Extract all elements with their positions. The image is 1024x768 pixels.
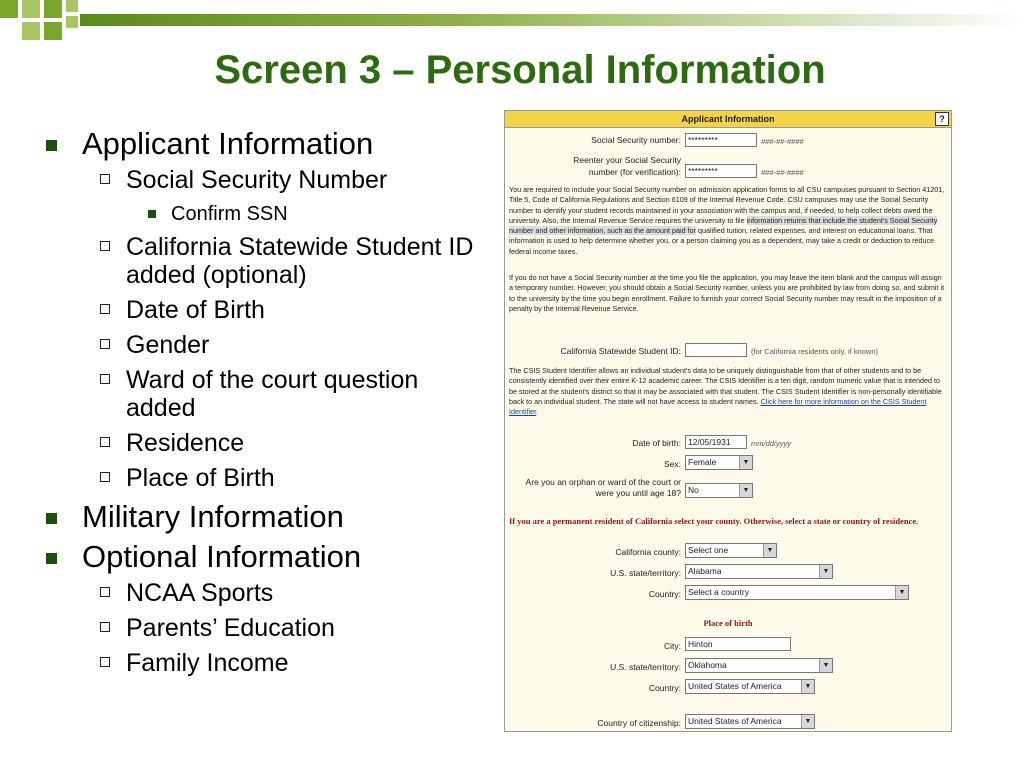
bullet-text: Confirm SSN [171,203,288,225]
decor-square [44,0,62,18]
pob-state-label: U.S. state/territory: [610,662,681,672]
decor-square [0,0,18,18]
pob-state-select[interactable] [685,658,833,673]
bullet-list [44,126,474,684]
slide-title: Screen 3 – Personal Information [214,48,826,92]
decor-square [44,22,62,40]
bullet-marker-icon [148,210,156,218]
form-header [505,111,951,128]
ward-select-value: No [688,485,699,495]
bullet-level-2 [44,331,474,359]
dob-label: Date of birth: [632,438,681,448]
state-select[interactable] [685,564,833,579]
ssn-disclosure-part-1: You are required to include your Social Security number on admission application forms to all CSU campuses pursuant to Section 41201, Title 5, Code of California Regulations and Section 6109 of the Internal Revenue Code. CSU campuses may use the Social Security number to identify your student records maintained in your association with the campus and, if needed, to help collect debts owed the university. Also, the Internal Revenue Service requires the university to file [509,185,945,225]
bullet-level-2 [44,233,474,289]
bullet-marker-icon [46,553,57,564]
bullet-level-1 [44,499,474,535]
applicant-form-screenshot [504,110,952,732]
dob-input[interactable]: 12/05/1931 [685,435,747,449]
csid-info-link[interactable]: Click here for more information on the CSIS Student Identifier [509,396,927,417]
bullet-level-2 [44,366,474,422]
bullet-marker-icon [46,140,57,151]
state-label: U.S. state/territory: [610,568,681,578]
bullet-level-2 [44,166,474,194]
bullet-marker-icon [100,657,110,667]
bullet-level-2 [44,429,474,457]
bullet-text: Applicant Information [82,126,374,161]
chevron-down-icon: ▼ [895,586,908,599]
bullet-text: Family Income [126,649,289,677]
bullet-text: Social Security Number [126,166,388,194]
ssn-input[interactable]: ********* [685,133,757,147]
residence-instruction: If you are a permanent resident of California select your county. Otherwise, select a state or country of residence. [509,516,919,526]
ssn-confirm-hint: ###-##-#### [761,168,804,177]
decor-gradient-bar [80,14,1024,26]
city-input[interactable]: Hinton [685,637,791,651]
period: . [536,407,539,417]
bullet-text: Ward of the court question added [126,366,419,422]
bullet-marker-icon [100,241,110,251]
bullet-marker-icon [100,339,110,349]
ssn-disclosure-text [509,185,947,257]
chevron-down-icon: ▼ [801,715,814,728]
bullet-text: Date of Birth [126,296,265,324]
bullet-level-2 [44,296,474,324]
city-label: City: [664,641,681,651]
chevron-down-icon: ▼ [801,680,814,693]
chevron-down-icon: ▼ [819,565,832,578]
county-select[interactable] [685,543,777,558]
place-of-birth-heading: Place of birth [703,618,753,628]
decor-square [22,0,40,18]
bullet-level-2 [44,464,474,492]
ssn-missing-text: If you do not have a Social Security number at the time you file the application, you may leave the item blank and the campus will assign a temporary number. However, you should obtain a Social Security number, unless you are prohibited by law from doing so, and submit it to the university by the time you begin enrollment. Failure to furnish your correct Social Security number may result in the imposition of a penalty by the Internal Revenue Service. [509,273,945,313]
bullet-marker-icon [100,472,110,482]
bullet-level-1 [44,126,474,162]
decor-square [66,0,78,12]
csid-hint: (for California residents only, if known) [751,347,878,356]
csid-info-text [509,366,947,417]
pob-state-select-value: Oklahoma [688,660,727,670]
chevron-down-icon: ▼ [763,544,776,557]
bullet-text: Military Information [82,499,344,534]
bullet-text: NCAA Sports [126,579,274,607]
county-label: California county: [615,547,681,557]
county-select-value: Select one [688,545,729,555]
bullet-marker-icon [100,587,110,597]
dob-hint: mm/dd/yyyy [751,439,792,448]
bullet-text: Optional Information [82,539,362,574]
bullet-marker-icon [100,174,110,184]
bullet-level-2 [44,579,474,607]
help-icon[interactable]: ? [935,112,949,126]
sex-select-value: Female [688,457,717,467]
bullet-level-3 [44,201,474,227]
country-select[interactable] [685,585,909,600]
ssn-disclosure-part-2: qualified tuition, related expenses, and interest on educational loans. That information is used to help determine whether you, or a person claiming you as a dependent, may take a credit or deduction to reduce federal income taxes. [509,226,935,256]
form-header-title: Applicant Information [681,114,775,124]
sex-select[interactable] [685,455,753,470]
pob-country-select[interactable] [685,679,815,694]
csid-info-body: The CSIS Student Identifier allows an individual student's data to be uniquely distinguishable from that of other students and to be consistently identified over their entire K-12 academic career. The CSIS Identifier is a ten digit, random numeric value that is intended to be stored at the student's district so that it may be associated with that student. The CSIS Student Identifier is non-personally identifiable back to an individual student. The state will not have access to student names. [509,366,942,406]
bullet-text: Place of Birth [126,464,275,492]
ward-label-2: were you until age 18? [595,488,681,498]
bullet-level-2 [44,614,474,642]
citizenship-select[interactable] [685,714,815,729]
ward-select[interactable] [685,483,753,498]
citizenship-label: Country of citizenship: [597,718,681,728]
ssn-confirm-input[interactable]: ********* [685,164,757,178]
country-select-value: Select a country [688,587,749,597]
bullet-marker-icon [46,513,57,524]
bullet-marker-icon [100,304,110,314]
sex-label: Sex: [663,459,681,469]
pob-country-label: Country: [648,683,681,693]
ssn-confirm-label-2: number (for verification): [588,167,681,177]
decor-square [22,22,40,40]
bullet-text: California Statewide Student ID added (optional) [126,233,474,289]
bullet-level-1 [44,539,474,575]
csid-input[interactable] [685,343,747,357]
bullet-text: Residence [126,429,245,457]
bullet-text: Gender [126,331,210,359]
chevron-down-icon: ▼ [739,484,752,497]
chevron-down-icon: ▼ [819,659,832,672]
bullet-text: Parents’ Education [126,614,335,642]
bullet-level-2 [44,649,474,677]
ssn-disclosure-highlight: information returns that include the student's Social Security number and other information, such as the amount paid for [509,215,938,236]
ward-label-1: Are you an orphan or ward of the court or [525,477,681,487]
bullet-marker-icon [100,622,110,632]
pob-country-select-value: United States of America [688,681,782,691]
state-select-value: Alabama [688,566,722,576]
bullet-marker-icon [100,374,110,384]
csid-label: California Statewide Student ID: [560,346,681,356]
country-label: Country: [648,589,681,599]
bullet-marker-icon [100,437,110,447]
decor-square [66,16,78,28]
chevron-down-icon: ▼ [739,456,752,469]
ssn-label: Social Security number: [591,135,681,145]
citizenship-select-value: United States of America [688,716,782,726]
ssn-hint: ###-##-#### [761,137,804,146]
ssn-confirm-label-1: Reenter your Social Security [573,155,681,165]
slide-header-decoration [0,0,1024,40]
